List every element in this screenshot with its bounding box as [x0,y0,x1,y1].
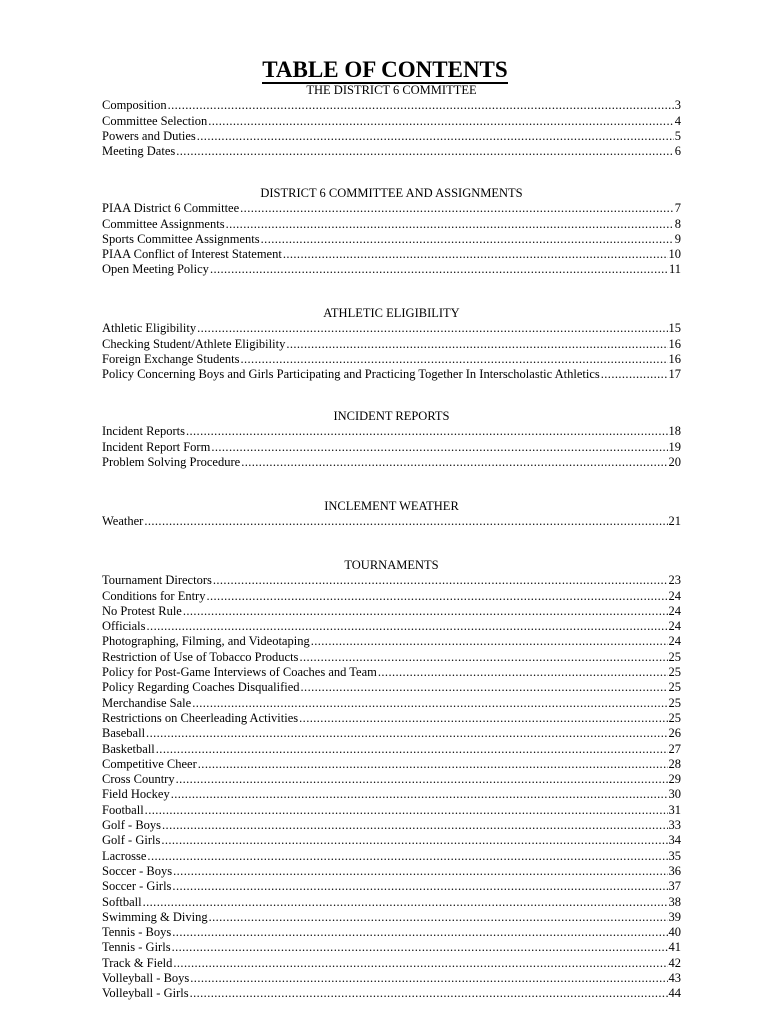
toc-section [102,558,681,1002]
dot-leader [192,696,667,711]
toc-entry-label: Incident Reports [102,424,185,439]
page-title-text: TABLE OF CONTENTS [262,57,508,82]
toc-entry-label: Football [102,802,144,817]
toc-entry[interactable] [102,262,681,277]
dot-leader [144,514,667,529]
toc-entry[interactable] [102,803,681,818]
toc-entry-page-number: 17 [668,367,681,382]
toc-entry-page-number: 29 [668,772,681,787]
dot-leader [211,440,667,455]
toc-entry-page-number: 15 [668,321,681,336]
dot-leader [299,711,667,726]
toc-entry[interactable] [102,634,681,649]
toc-entry-label: Powers and Duties [102,128,196,143]
toc-entry-page-number: 20 [668,454,681,469]
toc-entry[interactable] [102,321,681,336]
dot-leader [311,634,668,649]
toc-entry-page-number: 39 [668,909,681,924]
dot-leader [213,573,668,588]
toc-entry[interactable] [102,98,681,113]
toc-entry[interactable] [102,742,681,757]
toc-entry[interactable] [102,440,681,455]
toc-entry-label: Restriction of Use of Tobacco Products [102,649,299,664]
toc-section [102,186,681,278]
toc-entry-label: PIAA District 6 Committee [102,201,240,216]
toc-entry[interactable] [102,956,681,971]
toc-entry-label: Checking Student/Athlete Eligibility [102,336,286,351]
dot-leader [161,833,667,848]
toc-entry[interactable] [102,711,681,726]
toc-entry[interactable] [102,114,681,129]
toc-entry-label: Sports Committee Assignments [102,231,260,246]
toc-entry-label: Committee Assignments [102,216,225,231]
dot-leader [210,262,668,277]
dot-leader [147,619,668,634]
section-heading: DISTRICT 6 COMMITTEE AND ASSIGNMENTS [260,186,523,200]
toc-entry[interactable] [102,726,681,741]
dot-leader [197,321,667,336]
toc-entry-label: Volleyball - Girls [102,986,189,1001]
toc-entry-page-number: 27 [668,741,681,756]
toc-entry-label: Field Hockey [102,787,170,802]
toc-entry-page-number: 25 [668,710,681,725]
toc-entry-label: Photographing, Filming, and Videotaping [102,634,310,649]
toc-entry[interactable] [102,879,681,894]
toc-section [102,409,681,470]
dot-leader [162,818,667,833]
toc-entry-label: Open Meeting Policy [102,262,209,277]
toc-entry[interactable] [102,514,681,529]
toc-entry-label: No Protest Rule [102,603,182,618]
dot-leader [176,144,674,159]
toc-entry-label: Conditions for Entry [102,588,206,603]
toc-entry-page-number: 30 [668,787,681,802]
toc-entry[interactable] [102,217,681,232]
dot-leader [171,787,668,802]
toc-entry-page-number: 7 [674,201,681,216]
dot-leader [299,650,667,665]
toc-entry-page-number: 23 [668,573,681,588]
dot-leader [176,772,668,787]
toc-entry-label: Cross Country [102,772,175,787]
toc-entry-page-number: 36 [668,863,681,878]
toc-entry-page-number: 24 [668,634,681,649]
toc-entry[interactable] [102,787,681,802]
toc-entry-label: Golf - Girls [102,833,161,848]
dot-leader [186,424,668,439]
toc-entry-label: Track & Field [102,955,173,970]
toc-entry[interactable] [102,772,681,787]
toc-section [102,83,681,159]
toc-entry[interactable] [102,986,681,1001]
dot-leader [147,849,667,864]
dot-leader [241,455,667,470]
dot-leader [172,940,668,955]
toc-entry[interactable] [102,619,681,634]
toc-entry[interactable] [102,424,681,439]
toc-entry-label: Basketball [102,741,155,756]
toc-entry[interactable] [102,455,681,470]
toc-section [102,306,681,382]
dot-leader [190,986,668,1001]
toc-entry[interactable] [102,650,681,665]
toc-entry-page-number: 19 [668,439,681,454]
toc-entry-page-number: 40 [668,925,681,940]
dot-leader [172,879,667,894]
toc-entry-label: Tennis - Boys [102,925,172,940]
dot-leader [190,971,667,986]
toc-entry-page-number: 16 [668,351,681,366]
toc-entry[interactable] [102,925,681,940]
toc-entry-label: Softball [102,894,142,909]
toc-entry[interactable] [102,201,681,216]
toc-entry[interactable] [102,232,681,247]
toc-entry-page-number: 8 [674,216,681,231]
dot-leader [173,956,667,971]
dot-leader [183,604,668,619]
toc-entry-page-number: 16 [668,336,681,351]
toc-entry-page-number: 44 [668,986,681,1001]
toc-entry[interactable] [102,367,681,382]
toc-entry-page-number: 37 [668,879,681,894]
toc-entry-page-number: 42 [668,955,681,970]
toc-entry-label: Lacrosse [102,848,147,863]
toc-entry-page-number: 24 [668,588,681,603]
dot-leader [172,925,667,940]
toc-entry-page-number: 24 [668,619,681,634]
toc-entry-page-number: 5 [674,128,681,143]
toc-entry-label: Baseball [102,726,146,741]
dot-leader [156,742,668,757]
toc-entry[interactable] [102,696,681,711]
dot-leader [168,98,674,113]
toc-entry[interactable] [102,352,681,367]
toc-entry-label: Volleyball - Boys [102,971,190,986]
toc-entry-page-number: 4 [674,113,681,128]
toc-entry-label: Golf - Boys [102,818,162,833]
toc-entry-label: Composition [102,98,167,113]
dot-leader [601,367,668,382]
dot-leader [145,803,668,818]
toc-entry-label: PIAA Conflict of Interest Statement [102,247,282,262]
dot-leader [198,757,668,772]
toc-entry[interactable] [102,337,681,352]
toc-entry-page-number: 9 [674,231,681,246]
toc-entry[interactable] [102,589,681,604]
toc-entry-label: Restrictions on Cheerleading Activities [102,710,299,725]
section-heading: INCLEMENT WEATHER [324,499,459,513]
toc-entry-label: Soccer - Girls [102,879,172,894]
toc-entry-page-number: 25 [668,649,681,664]
toc-entry[interactable] [102,247,681,262]
toc-entry-page-number: 11 [668,262,681,277]
dot-leader [261,232,674,247]
section-heading: INCIDENT REPORTS [333,409,450,423]
toc-entry-label: Incident Report Form [102,439,211,454]
section-heading: THE DISTRICT 6 COMMITTEE [306,83,477,97]
toc-entry-page-number: 43 [668,971,681,986]
toc-entry-label: Meeting Dates [102,144,176,159]
section-heading: ATHLETIC ELIGIBILITY [323,306,460,320]
toc-entry-label: Problem Solving Procedure [102,454,241,469]
toc-entry-label: Officials [102,619,146,634]
toc-entry-page-number: 6 [674,144,681,159]
dot-leader [146,726,667,741]
dot-leader [208,114,674,129]
dot-leader [143,895,668,910]
toc-section [102,499,681,530]
toc-entry-page-number: 33 [668,818,681,833]
toc-entry-label: Competitive Cheer [102,756,197,771]
dot-leader [206,589,667,604]
toc-entry-label: Swimming & Diving [102,909,208,924]
toc-entry[interactable] [102,757,681,772]
toc-entry[interactable] [102,940,681,955]
dot-leader [378,665,668,680]
toc-entry-page-number: 25 [668,695,681,710]
toc-entry-page-number: 18 [668,424,681,439]
toc-entry-label: Soccer - Boys [102,863,173,878]
toc-entry-page-number: 28 [668,756,681,771]
section-heading: TOURNAMENTS [344,558,439,572]
toc-entry-page-number: 35 [668,848,681,863]
toc-entry[interactable] [102,910,681,925]
toc-entry-label: Policy Regarding Coaches Disqualified [102,680,300,695]
toc-entry-page-number: 26 [668,726,681,741]
dot-leader [197,129,674,144]
toc-entry-page-number: 21 [668,514,681,529]
page-title [0,56,770,84]
toc-entry-label: Policy for Post-Game Interviews of Coaches and Team [102,665,377,680]
toc-entry[interactable] [102,818,681,833]
toc-entry-label: Athletic Eligibility [102,321,197,336]
toc-entry-label: Merchandise Sale [102,695,192,710]
dot-leader [283,247,668,262]
toc-entry[interactable] [102,833,681,848]
toc-entry-label: Committee Selection [102,113,208,128]
toc-entry-page-number: 41 [668,940,681,955]
toc-entry-label: Foreign Exchange Students [102,351,240,366]
toc-entry-label: Tournament Directors [102,573,212,588]
toc-entry[interactable] [102,573,681,588]
toc-entry-page-number: 25 [668,680,681,695]
toc-entry[interactable] [102,665,681,680]
dot-leader [173,864,667,879]
dot-leader [226,217,674,232]
toc-entry-label: Tennis - Girls [102,940,171,955]
toc-entry-page-number: 24 [668,603,681,618]
toc-entry[interactable] [102,144,681,159]
toc-entry[interactable] [102,604,681,619]
dot-leader [240,352,667,367]
toc-entry-page-number: 31 [668,802,681,817]
dot-leader [209,910,668,925]
dot-leader [301,680,668,695]
toc-entry-page-number: 34 [668,833,681,848]
toc-entry[interactable] [102,680,681,695]
toc-entry-page-number: 38 [668,894,681,909]
toc-entry[interactable] [102,849,681,864]
dot-leader [240,201,674,216]
toc-entry-page-number: 25 [668,665,681,680]
toc-entry-label: Policy Concerning Boys and Girls Participating and Practicing Together In Interscholastic Athletics [102,367,600,382]
toc-entry[interactable] [102,129,681,144]
toc-entry[interactable] [102,895,681,910]
toc-entry[interactable] [102,864,681,879]
toc-entry-page-number: 10 [668,247,681,262]
toc-entry[interactable] [102,971,681,986]
toc-entry-label: Weather [102,514,144,529]
toc-entry-page-number: 3 [674,98,681,113]
dot-leader [286,337,667,352]
